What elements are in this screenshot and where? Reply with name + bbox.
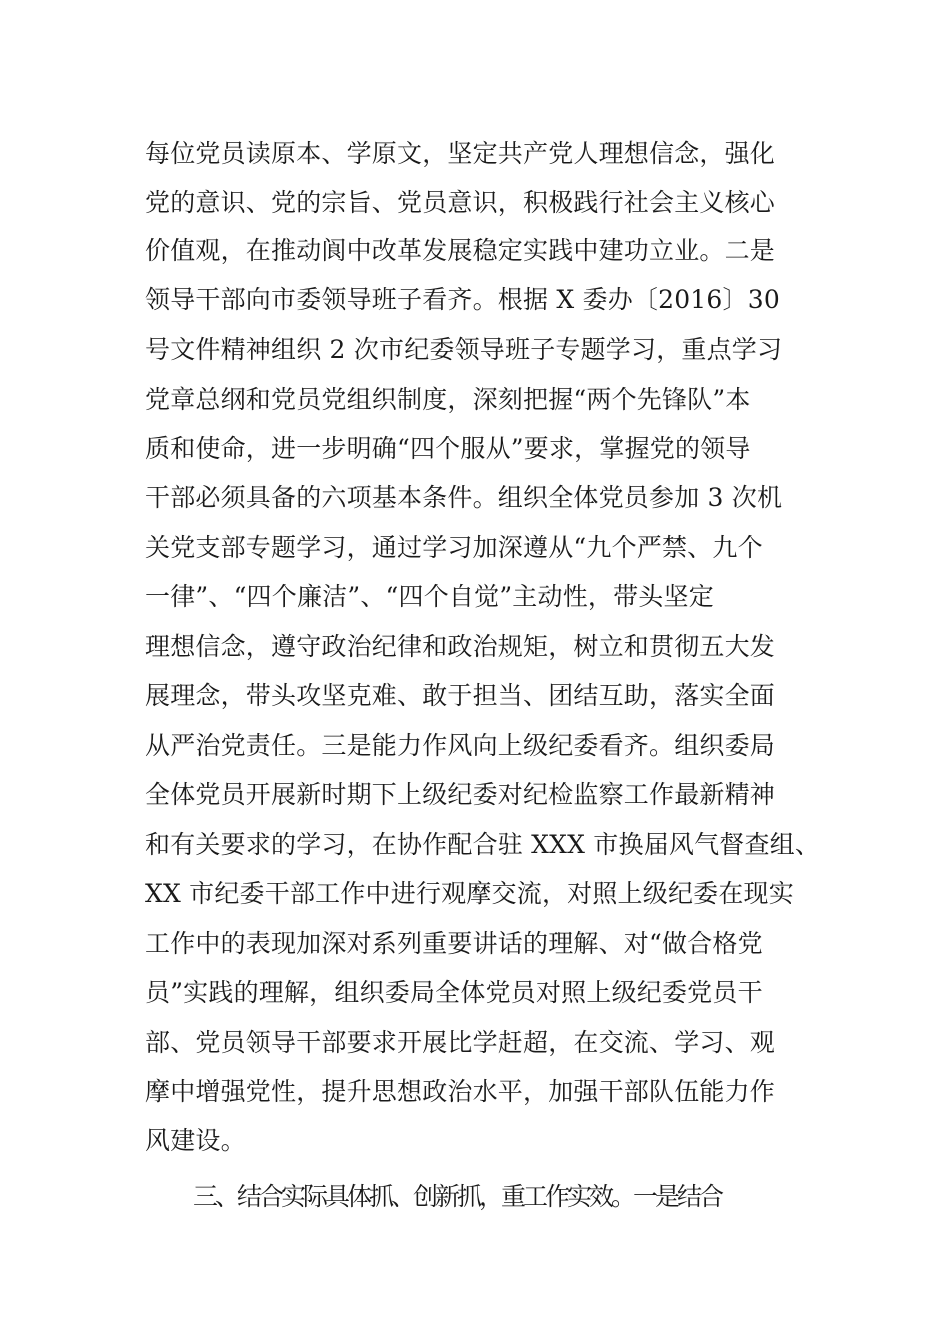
paragraph-line: 全体党员开展新时期下上级纪委对纪检监察工作最新精神: [145, 780, 776, 809]
paragraph-line: 理想信念，遵守政治纪律和政治规矩，树立和贯彻五大发: [145, 632, 776, 661]
paragraph-line: 领导干部向市委领导班子看齐。根据 X 委办〔2016〕30: [145, 285, 780, 314]
paragraph-line: 工作中的表现加深对系列重要讲话的理解、对“做合格党: [145, 929, 763, 958]
paragraph-line: 部、党员领导干部要求开展比学赶超，在交流、学习、观: [145, 1028, 776, 1057]
paragraph-line: 质和使命，进一步明确“四个服从”要求，掌握党的领导: [145, 434, 751, 463]
paragraph-line: 员”实践的理解，组织委局全体党员对照上级纪委党员干: [145, 978, 763, 1007]
section-heading-line: 三、结合实际具体抓、创新抓，重工作实效。一是结合: [193, 1182, 722, 1211]
paragraph-line: 和有关要求的学习，在协作配合驻 XXX 市换届风气督查组、: [145, 830, 821, 859]
paragraph-line: 价值观，在推动阆中改革发展稳定实践中建功立业。二是: [145, 236, 776, 265]
paragraph-line: 摩中增强党性，提升思想政治水平，加强干部队伍能力作: [145, 1077, 776, 1106]
paragraph-line: 展理念，带头攻坚克难、敢于担当、团结互助，落实全面: [145, 681, 776, 710]
paragraph-line: 每位党员读原本、学原文，坚定共产党人理想信念，强化: [145, 139, 776, 168]
paragraph-line: 从严治党责任。三是能力作风向上级纪委看齐。组织委局: [145, 731, 776, 760]
paragraph-line: 党章总纲和党员党组织制度，深刻把握“两个先锋队”本: [145, 385, 751, 414]
paragraph-line: 党的意识、党的宗旨、党员意识，积极践行社会主义核心: [145, 188, 776, 217]
paragraph-line: 风建设。: [145, 1126, 246, 1155]
paragraph-line: 一律”、“四个廉洁”、“四个自觉”主动性，带头坚定: [145, 582, 714, 611]
paragraph-line: 号文件精神组织 2 次市纪委领导班子专题学习，重点学习: [145, 335, 783, 364]
paragraph-line: 干部必须具备的六项基本条件。组织全体党员参加 3 次机: [145, 483, 783, 512]
paragraph-line: XX 市纪委干部工作中进行观摩交流，对照上级纪委在现实: [145, 879, 794, 908]
paragraph-line: 关党支部专题学习，通过学习加深遵从“九个严禁、九个: [145, 533, 763, 562]
